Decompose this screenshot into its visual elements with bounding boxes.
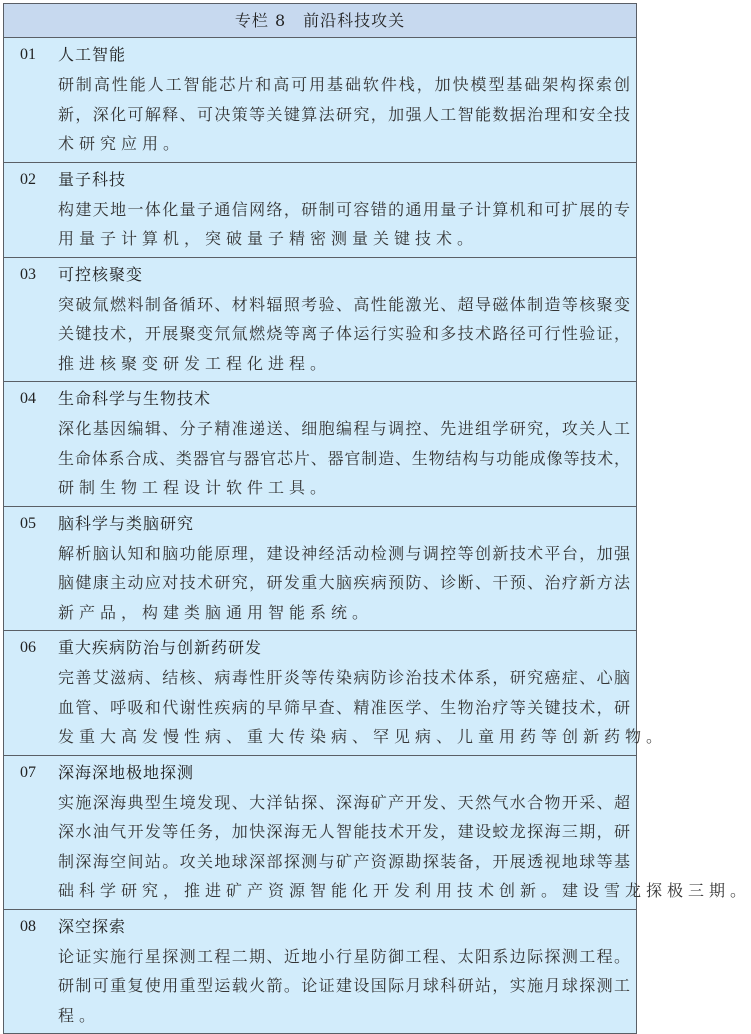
- item-body-line: 术研究应用。: [58, 134, 185, 153]
- item-title: 重大疾病防治与创新药研发: [58, 638, 263, 657]
- item-body-line: 脑健康主动应对技术研究，研发重大脑疾病预防、诊断、干预、治疗新方法: [58, 573, 630, 592]
- item-body-line: 新产品，构建类脑通用智能系统。: [58, 602, 374, 622]
- item-heading: [4, 384, 636, 414]
- item-number: 08: [20, 917, 36, 935]
- list-item: [4, 382, 636, 507]
- item-heading: [4, 633, 636, 663]
- item-body-line: 深水油气开发等任务，加快深海无人智能技术开发，建设蛟龙探海三期，研: [58, 822, 630, 841]
- item-body-line: 础科学研究，推进矿产资源智能化开发利用技术创新。建设雪龙探极三期。: [58, 881, 751, 900]
- item-body-line: 构建天地一体化量子通信网络，研制可容错的通用量子计算机和可扩展的专: [58, 199, 630, 219]
- item-number: 02: [20, 170, 36, 188]
- item-body-line: 论证实施行星探测工程二期、近地小行星防御工程、太阳系边际探测工程。: [58, 946, 630, 966]
- item-heading: [4, 40, 636, 70]
- item-heading: [4, 758, 636, 788]
- item-number: 04: [20, 390, 36, 407]
- list-item: [4, 631, 668, 756]
- item-body-line: 研制生物工程设计软件工具。: [58, 478, 332, 497]
- item-title: 深空探索: [58, 916, 127, 936]
- item-body-line: 研制高性能人工智能芯片和高可用基础软件栈，加快模型基础架构探索创: [58, 75, 630, 94]
- item-heading: [4, 509, 636, 539]
- item-number: 01: [20, 46, 36, 63]
- item-heading: [4, 260, 636, 290]
- item-title: 深海深地极地探测: [58, 762, 195, 782]
- list-item: [4, 38, 636, 163]
- item-body-line: 关键技术，开展聚变氘氚燃烧等离子体运行实验和多技术路径可行性验证，: [58, 324, 630, 343]
- item-number: 03: [20, 265, 36, 283]
- item-body-line: 血管、呼吸和代谢性疾病的早筛早查、精准医学、生物治疗等关键技术，研: [58, 697, 630, 717]
- item-list: [4, 38, 751, 1033]
- column-header: [4, 4, 636, 38]
- item-heading: [4, 165, 636, 195]
- column-title: 专栏 8 前沿科技攻关: [234, 11, 406, 30]
- item-body-line: 用量子计算机，突破量子精密测量关键技术。: [58, 229, 479, 248]
- item-title: 量子科技: [58, 169, 127, 189]
- item-body-line: 研制可重复使用重型运载火箭。论证建设国际月球科研站，实施月球探测工: [58, 976, 630, 995]
- list-item: [4, 163, 636, 258]
- list-item: [4, 507, 636, 632]
- list-item: [4, 910, 636, 1034]
- item-body-line: 新，深化可解释、可决策等关键算法研究，加强人工智能数据治理和安全技: [58, 104, 630, 124]
- item-title: 人工智能: [58, 45, 127, 64]
- item-title: 可控核聚变: [58, 264, 144, 284]
- item-number: 06: [20, 639, 36, 656]
- item-body-line: 制深海空间站。攻关地球深部探测与矿产资源勘探装备，开展透视地球等基: [58, 851, 630, 871]
- item-body-line: 实施深海典型生境发现、大洋钻探、深海矿产开发、天然气水合物开采、超: [58, 792, 630, 812]
- item-body-line: 生命体系合成、类器官与器官芯片、器官制造、生物结构与功能成像等技术，: [58, 448, 630, 468]
- list-item: [4, 756, 751, 910]
- item-body-line: 深化基因编辑、分子精准递送、细胞编程与调控、先进组学研究，攻关人工: [58, 419, 630, 438]
- item-heading: [4, 912, 636, 942]
- item-number: 05: [20, 514, 36, 532]
- item-body-line: 解析脑认知和脑功能原理，建设神经活动检测与调控等创新技术平台，加强: [58, 543, 630, 563]
- special-column-box: [3, 3, 751, 1034]
- item-title: 脑科学与类脑研究: [58, 513, 195, 533]
- item-body-line: 突破氚燃料制备循环、材料辐照考验、高性能激光、超导磁体制造等核聚变: [58, 294, 630, 314]
- list-item: [4, 258, 636, 383]
- item-number: 07: [20, 763, 36, 781]
- item-body-line: 推进核聚变研发工程化进程。: [58, 353, 332, 373]
- item-body-line: 发重大高发慢性病、重大传染病、罕见病、儿童用药等创新药物。: [58, 727, 668, 746]
- item-title: 生命科学与生物技术: [58, 389, 212, 408]
- item-body-line: 完善艾滋病、结核、病毒性肝炎等传染病防诊治技术体系，研究癌症、心脑: [58, 668, 630, 687]
- item-body-line: 程。: [58, 1005, 101, 1025]
